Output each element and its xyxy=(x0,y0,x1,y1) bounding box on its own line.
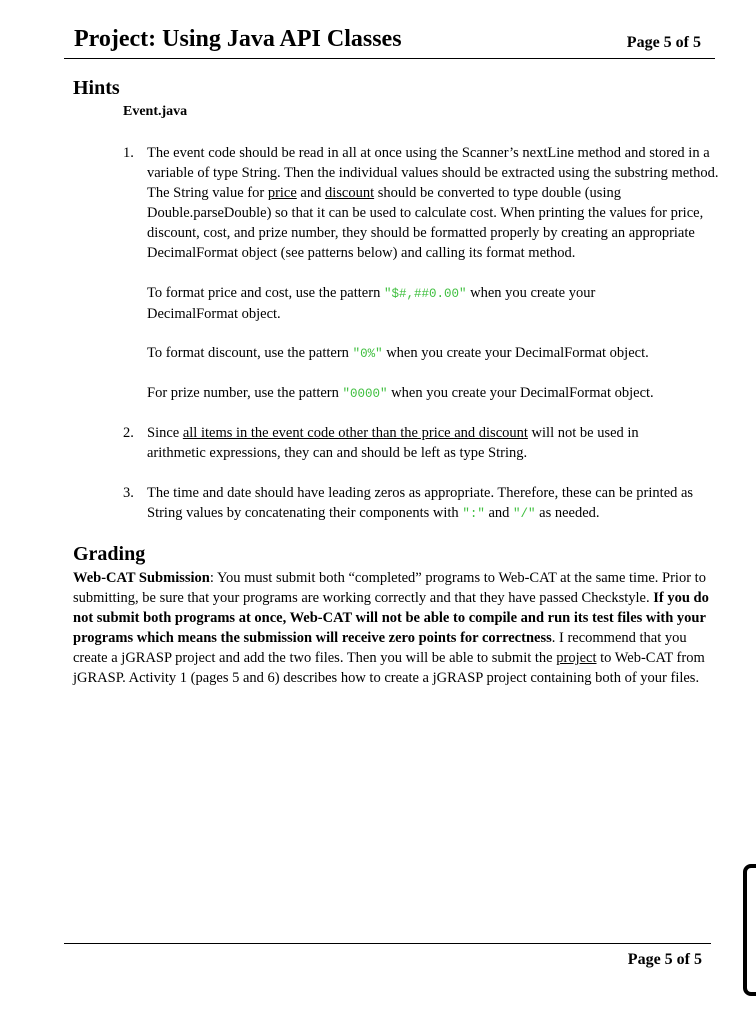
grading-heading: Grading xyxy=(73,543,146,565)
document-title: Project: Using Java API Classes xyxy=(74,26,402,52)
header-page-number: Page 5 of 5 xyxy=(626,34,701,51)
hints-heading: Hints xyxy=(73,77,120,99)
event-java-subheading: Event.java xyxy=(123,104,188,119)
hint-1-text: The event code should be read in all at once using the Scanner’s nextLine method and stored in a variable of type String. Then the individual values should be extracted using the substring method. The String value for price and discount should be converted to type double (using Double.parseDouble) so that it can be used to calculate cost. When printing the values for price, discount, cost, and prize number, they should be formatted properly by creating an appropriate DecimalFormat object (see patterns below) and calling its format method. xyxy=(147,145,719,261)
footer-page-number: Page 5 of 5 xyxy=(627,951,702,968)
slash-code: "/" xyxy=(513,507,536,521)
price-pattern-code: "$#,##0.00" xyxy=(383,287,467,301)
event-code-items-underlined: all items in the event code other than the price and discount xyxy=(182,425,528,441)
hint-2-text: Since all items in the event code other than the price and discount will not be used in arithmetic expressions, they can and should be left as type String. xyxy=(147,425,639,461)
prize-pattern-note: For prize number, use the pattern "0000" when you create your DecimalFormat object. xyxy=(147,385,654,401)
project-word: project xyxy=(556,650,597,666)
discount-pattern-note: To format discount, use the pattern "0%" when you create your DecimalFormat object. xyxy=(147,345,649,361)
footer-divider xyxy=(64,943,711,944)
discount-underlined: discount xyxy=(324,185,375,201)
submission-warning: If you do not submit both programs at once, Web-CAT will not be able to compile and run its test files with your programs which means the submission will receive zero points for correctness xyxy=(73,590,709,646)
web-cat-submission-label: Web-CAT Submission xyxy=(73,570,210,586)
discount-pattern-code: "0%" xyxy=(352,347,383,361)
hint-3-text: The time and date should have leading zeros as appropriate. Therefore, these can be printed as String values by concatenating their components with ":" and "/" as needed. xyxy=(147,485,694,521)
colon-code: ":" xyxy=(462,507,485,521)
hint-number-3: 3. xyxy=(123,485,134,501)
prize-pattern-code: "0000" xyxy=(342,387,388,401)
hint-number-1: 1. xyxy=(123,145,134,161)
page-header xyxy=(64,22,715,59)
price-pattern-note: To format price and cost, use the pattern "$#,##0.00" when you create your DecimalFormat object. xyxy=(147,285,596,322)
hint-number-2: 2. xyxy=(123,425,134,441)
price-underlined: price xyxy=(267,185,297,201)
side-panel-edge[interactable] xyxy=(743,864,756,996)
grading-text: Web-CAT Submission: You must submit both “completed” programs to Web-CAT at the same time. Prior to submitting, be sure that your programs are working correctly and that they have passed Checkstyle. If you do not submit both programs at once, Web-CAT will not be able to compile and run its test files with your programs which means the submission will receive zero points for correctness. I recommend that you create a jGRASP project and add the two files. Then you will be able to submit the project to Web-CAT from jGRASP. Activity 1 (pages 5 and 6) describes how to create a jGRASP project containing both of your files. xyxy=(73,570,709,686)
